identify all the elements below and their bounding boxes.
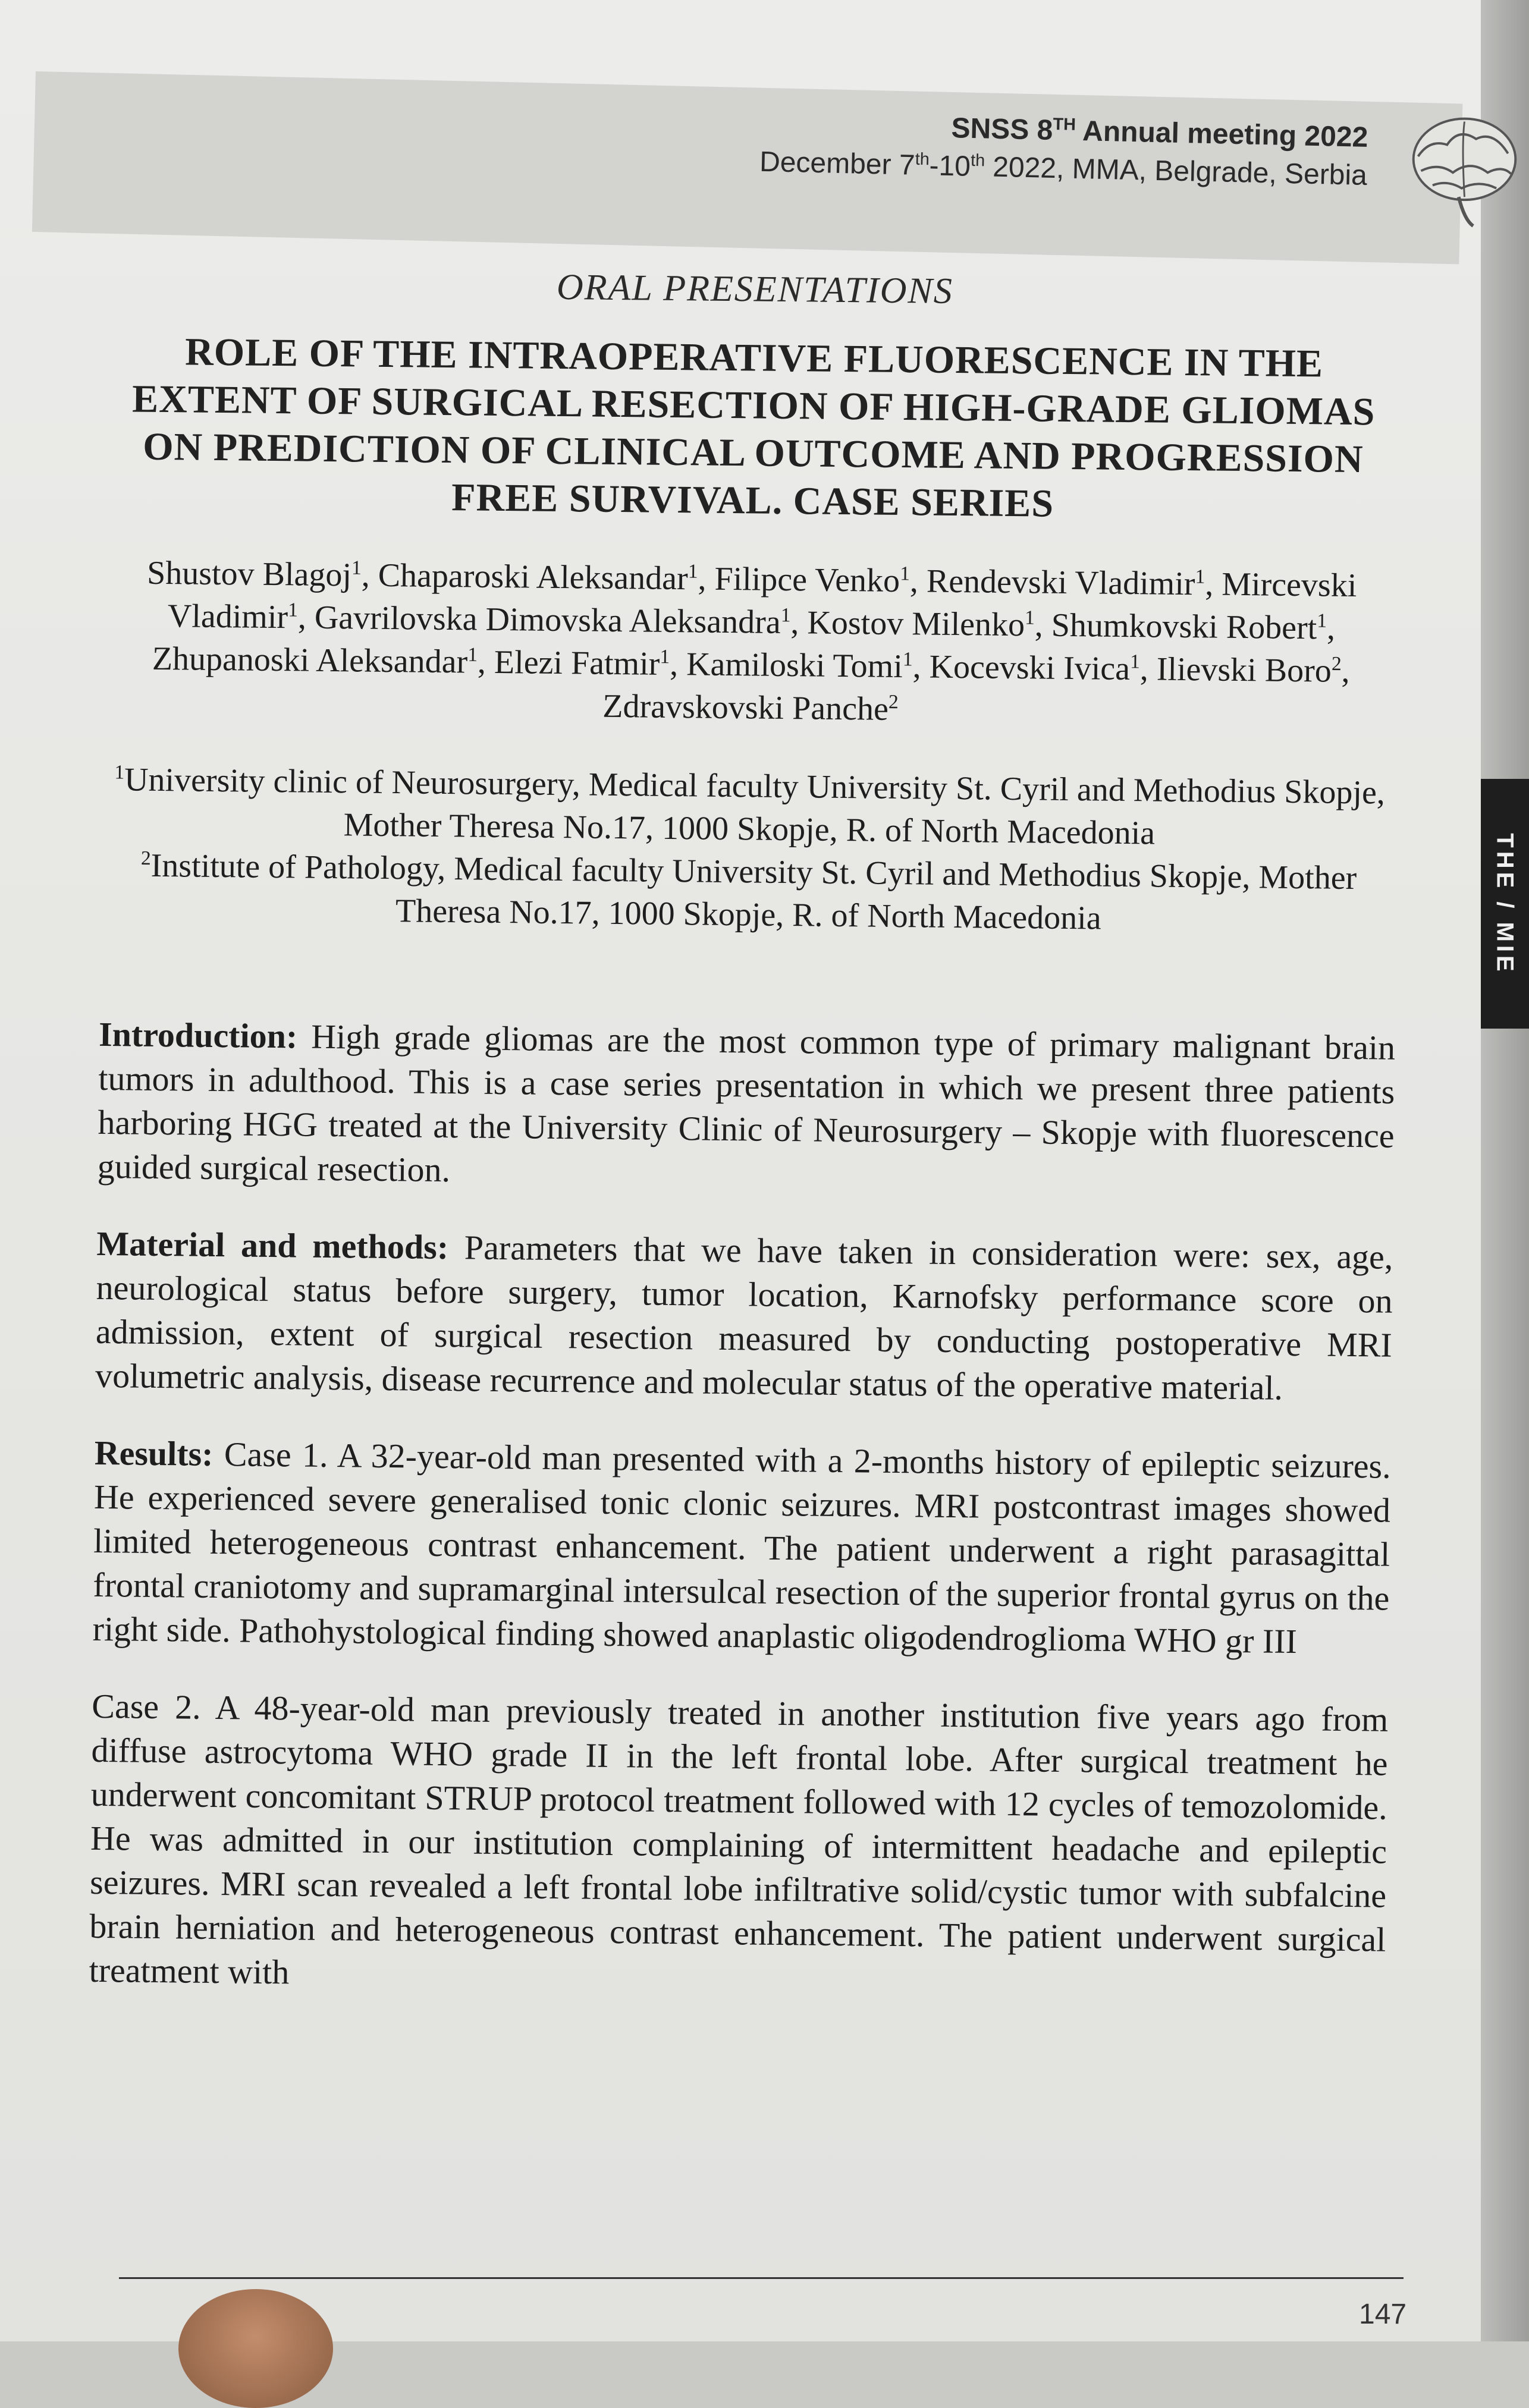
- author-affiliation-mark: 1: [660, 646, 670, 668]
- affiliation-1: $^1$University clinic of Neurosurgery, Medical faculty University St. Cyril and Methodius Skopje, Mother Theresa No.17, 1000 Skopje, R. of North Macedonia: [114, 761, 1386, 852]
- author: Kamiloski Tomi: [686, 646, 903, 686]
- author-affiliation-mark: 1: [288, 599, 299, 621]
- author: Shustov Blagoj: [146, 554, 352, 594]
- author-affiliation-mark: 1: [1195, 565, 1205, 588]
- author-affiliation-mark: 1: [351, 557, 362, 579]
- author: Shumkovski Robert: [1051, 606, 1317, 647]
- article: [89, 250, 1404, 2039]
- page-number: 147: [1359, 2299, 1407, 2330]
- header-line-1: SNSS 8TH Annual meeting 2022: [951, 112, 1368, 153]
- author: Rendevski Vladimir: [926, 562, 1195, 603]
- article-title: ROLE OF THE INTRAOPERATIVE FLUORESCENCE IN THE EXTENT OF SURGICAL RESECTION OF HIGH-GRADE GLIOMAS ON PREDICTION OF CLINICAL OUTCOME AND PROGRESSION FREE SURVIVAL. CASE SERIES: [131, 330, 1376, 526]
- author: Chaparoski Aleksandar: [378, 557, 689, 598]
- author-affiliation-mark: 2: [888, 691, 899, 713]
- introduction-paragraph: Introduction: High grade gliomas are the most common type of primary malignant brain tumors in adulthood. This is a case series presentation in which we present three patients harboring HGG treated at the University Clinic of Neurosurgery – Skopje with fluorescence guided surgical resection.: [97, 1014, 1396, 1190]
- author: Zdravskovski Panche: [602, 687, 889, 728]
- author: Zhupanoski Aleksandar: [152, 640, 468, 681]
- affiliation-2: $^2$Institute of Pathology, Medical faculty University St. Cyril and Methodius Skopje, Mother Theresa No.17, 1000 Skopje, R. of North Macedonia: [140, 847, 1357, 937]
- author-affiliation-mark: 1: [902, 648, 913, 671]
- affiliations: [100, 758, 1398, 943]
- author-affiliation-mark: 1: [467, 643, 478, 666]
- author-affiliation-mark: 1: [687, 560, 698, 583]
- author-affiliation-mark: 1: [1317, 609, 1327, 632]
- section-title: ORAL PRESENTATIONS: [556, 266, 954, 312]
- footer-rule: [119, 2277, 1404, 2279]
- thumb: [178, 2289, 333, 2408]
- author: Filipce Venko: [714, 560, 900, 599]
- author-list: Shustov Blagoj$^1$, Chaparoski Aleksandar$^1$, Filipce Venko$^1$, Rendevski Vladimir$^1$, Mircevski Vladimir$^1$, Gavrilovska Dimovska Aleksandra$^1$, Kostov Milenko$^1$, Shumkovski Robert$^1$, Zhupanoski Aleksandar$^1$, Elezi Fatmir$^1$, Kamiloski Tomi$^1$, Kocevski Ivica$^1$, Ilievski Boro$^2$, Zdravskovski Panche$^2$: [146, 554, 1357, 728]
- author-affiliation-mark: 1: [900, 562, 911, 585]
- header-line-2: December 7th-10th 2022, MMA, Belgrade, Serbia: [759, 146, 1368, 191]
- case-2-paragraph: Case 2. A 48-year-old man previously treated in another institution five years ago from diffuse astrocytoma WHO grade II in the left frontal lobe. After surgical treatment he underwent concomitant STRUP protocol treatment followed with 12 cycles of temozolomide. He was admitted in our institution complaining of intermittent headache and epileptic seizures. MRI scan revealed a left frontal lobe infiltrative solid/cystic tumor with subfalcine brain herniation and heterogeneous contrast enhancement. The patient underwent surgical treatment with: [89, 1686, 1389, 1992]
- methods-paragraph: Material and methods: Parameters that we have taken in consideration were: sex, age, neurological status before surgery, tumor location, Karnofsky performance score on admission, extent of surgical resection measured by conducting postoperative MRI volumetric analysis, disease recurrence and molecular status of the operative material.: [95, 1224, 1393, 1407]
- author-affiliation-mark: 1: [1024, 606, 1035, 629]
- author-affiliation-mark: 2: [1331, 652, 1342, 675]
- author: Elezi Fatmir: [494, 643, 660, 683]
- author: Kostov Milenko: [807, 604, 1025, 644]
- author: Kocevski Ivica: [929, 648, 1131, 688]
- author: Gavrilovska Dimovska Aleksandra: [314, 599, 781, 641]
- side-tab: THE / MIE: [1481, 779, 1529, 1029]
- book-spine: [1481, 0, 1529, 2341]
- author: Mircevski Vladimir: [167, 565, 1357, 636]
- author-affiliation-mark: 1: [1129, 650, 1141, 673]
- brain-icon: [1406, 104, 1522, 232]
- results-paragraph: Results: Case 1. A 32-year-old man presented with a 2-months history of epileptic seizures. He experienced severe generalised tonic clonic seizures. MRI postcontrast images showed limited heterogeneous contrast enhancement. The patient underwent a right parasagittal frontal craniotomy and supramarginal intersulcal resection of the superior frontal gyrus on the right side. Pathohystological finding showed anaplastic oligodendroglioma WHO gr III: [92, 1433, 1392, 1661]
- author: Ilievski Boro: [1156, 650, 1332, 690]
- author-affiliation-mark: 1: [780, 604, 791, 627]
